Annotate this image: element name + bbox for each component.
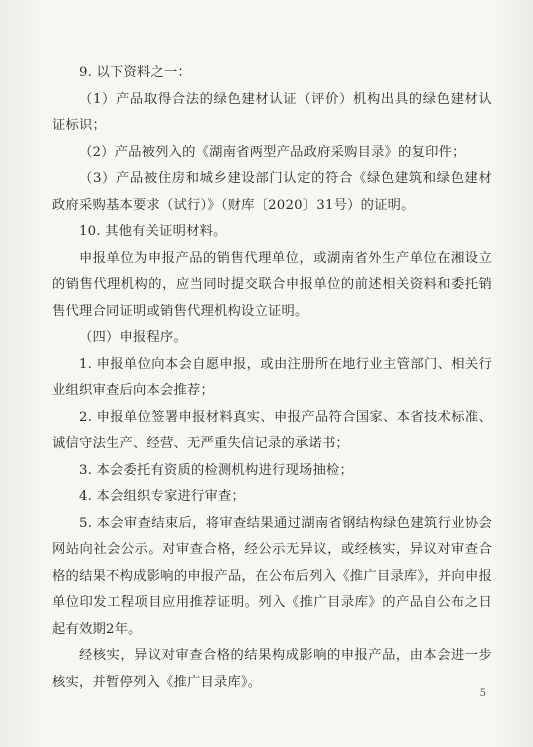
closing-paragraph: 经核实，异议对审查合格的结果构成影响的申报产品，由本会进一步核实，并暂停列入《推广目录库》。 bbox=[52, 648, 492, 690]
paragraph-item-9-2: （2）产品被列入的《湖南省两型产品政府采购目录》的复印件； bbox=[79, 144, 466, 160]
procedure-step-1: 1. 申报单位向本会自愿申报，或由注册所在地行业主管部门、相关行业组织审查后向本会推荐； bbox=[52, 356, 492, 398]
procedure-step-3: 3. 本会委托有资质的检测机构进行现场抽检； bbox=[79, 462, 353, 478]
procedure-step-2: 2. 申报单位签署申报材料真实、申报产品符合国家、本省技术标准、诚信守法生产、经营、无严重失信记录的承诺书； bbox=[52, 409, 492, 451]
paragraph-item-9: 9. 以下资料之一： bbox=[79, 65, 191, 80]
document-body bbox=[52, 60, 492, 696]
page-number: 5 bbox=[479, 688, 486, 699]
paragraph-agent-note: 申报单位为申报产品的销售代理单位，或湖南省外生产单位在湘设立的销售代理机构的，应当同时提交联合申报单位的前述相关资料和委托销售代理合同证明或销售代理机构设立证明。 bbox=[52, 250, 492, 319]
paragraph-item-9-1: （1）产品取得合法的绿色建材认证（评价）机构出具的绿色建材认证标识； bbox=[52, 91, 492, 133]
section-heading: （四）申报程序。 bbox=[79, 330, 187, 345]
paragraph-item-9-3: （3）产品被住房和城乡建设部门认定的符合《绿色建筑和绿色建材政府采购基本要求（试行）》（财库〔2020〕31号）的证明。 bbox=[52, 171, 492, 213]
procedure-step-4: 4. 本会组织专家进行审查； bbox=[79, 489, 245, 504]
paragraph-item-10: 10. 其他有关证明材料。 bbox=[79, 224, 227, 239]
procedure-step-5: 5. 本会审查结束后，将审查结果通过湖南省钢结构绿色建筑行业协会网站向社会公示。对审查合格，经公示无异议，或经核实，异议对审查合格的结果不构成影响的申报产品，在公布后列入《推广目录库》，并向申报单位印发工程项目应用推荐证明。列入《推广目录库》的产品自公布之日起有效期2年。 bbox=[52, 515, 492, 637]
